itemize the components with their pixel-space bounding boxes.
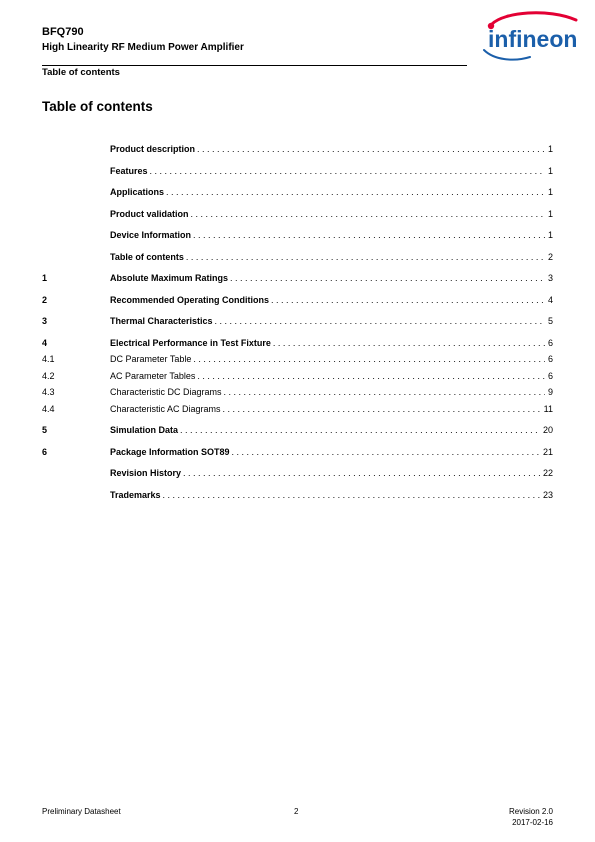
footer-doc-type: Preliminary Datasheet [42,807,121,816]
toc-entry-page[interactable]: 9 [547,387,553,397]
toc-entry-page[interactable]: 6 [547,371,553,381]
toc-entry[interactable] [42,184,553,198]
page-heading: Table of contents [42,99,153,114]
toc-entry[interactable] [42,270,553,284]
toc-entry-content [110,370,553,382]
toc-entry[interactable] [42,351,553,365]
toc-entry-content [110,337,553,349]
toc-dot-leader [215,315,545,327]
toc-entry-content [110,208,553,220]
footer-page-number: 2 [294,807,299,816]
toc-entry-content [110,143,553,155]
toc-entry[interactable] [42,368,553,382]
toc-entry-number: 4.2 [42,371,55,381]
toc-entry[interactable] [42,249,553,263]
toc-entry-content [110,272,553,284]
toc-entry-page[interactable]: 6 [547,354,553,364]
toc-entry-title[interactable]: Electrical Performance in Test Fixture [110,338,271,348]
toc-entry-content [110,424,553,436]
toc-entry-title[interactable]: Absolute Maximum Ratings [110,273,229,283]
footer-revision: Revision 2.0 [508,807,553,816]
toc-entry-content [110,489,553,501]
toc-entry-title[interactable]: Product validation [110,209,189,219]
toc-entry-content [110,294,553,306]
toc-entry-content [110,386,553,398]
toc-entry-number: 4 [42,338,48,348]
toc-dot-leader [186,251,545,263]
toc-entry-title[interactable]: Table of contents [110,252,184,262]
logo-wordmark: infineon [488,26,578,52]
toc-entry-title[interactable]: Simulation Data [110,425,179,435]
toc-entry-title[interactable]: Recommended Operating Conditions [110,295,270,305]
toc-entry-title[interactable]: Thermal Characteristics [110,316,213,326]
toc-entry-title[interactable]: Revision History [110,468,182,478]
toc-entry-content [110,353,553,365]
toc-dot-leader [193,229,545,241]
toc-entry-number: 4.4 [42,404,55,414]
toc-entry-page[interactable]: 2 [547,252,553,262]
toc-entry[interactable] [42,292,553,306]
toc-dot-leader [193,353,545,365]
toc-dot-leader [197,143,545,155]
toc-entry-page[interactable]: 1 [547,144,553,154]
toc-dot-leader [197,370,545,382]
toc-entry-title[interactable]: Product description [110,144,196,154]
toc-dot-leader [163,489,540,501]
toc-dot-leader [166,186,545,198]
toc-entry[interactable] [42,384,553,398]
toc-entry-page[interactable]: 1 [547,209,553,219]
toc-entry-content [110,165,553,177]
toc-entry-page[interactable]: 1 [547,230,553,240]
toc-entry[interactable] [42,465,553,479]
toc-entry[interactable] [42,141,553,155]
toc-entry-content [110,446,553,458]
toc-dot-leader [271,294,545,306]
toc-dot-leader [180,424,540,436]
toc-entry-page[interactable]: 22 [542,468,553,478]
toc-entry-number: 4.1 [42,354,55,364]
toc-entry-page[interactable]: 3 [547,273,553,283]
toc-entry-title[interactable]: Features [110,166,148,176]
toc-entry[interactable] [42,227,553,241]
toc-entry-content [110,251,553,263]
toc-dot-leader [150,165,545,177]
toc-dot-leader [224,386,545,398]
toc-entry[interactable] [42,401,553,415]
toc-entry-page[interactable]: 6 [547,338,553,348]
toc-entry-page[interactable]: 23 [542,490,553,500]
toc-entry-content [110,186,553,198]
toc-entry-number: 6 [42,447,48,457]
toc-dot-leader [223,403,541,415]
toc-entry-number: 1 [42,273,48,283]
toc-entry-page[interactable]: 11 [543,404,553,414]
toc-entry-title[interactable]: Applications [110,187,165,197]
toc-entry-content [110,229,553,241]
running-section-title: Table of contents [42,67,120,78]
toc-dot-leader [273,337,545,349]
toc-entry-content [110,403,553,415]
toc-entry-title[interactable]: AC Parameter Tables [110,371,196,381]
toc-entry-number: 3 [42,316,48,326]
toc-entry[interactable] [42,444,553,458]
toc-entry-page[interactable]: 20 [542,425,553,435]
toc-entry-title[interactable]: Trademarks [110,490,161,500]
toc-entry-number: 2 [42,295,48,305]
toc-entry[interactable] [42,206,553,220]
toc-entry-title[interactable]: Device Information [110,230,192,240]
toc-entry-title[interactable]: Characteristic AC Diagrams [110,404,221,414]
toc-entry-number: 5 [42,425,48,435]
toc-entry[interactable] [42,422,553,436]
toc-entry-title[interactable]: Characteristic DC Diagrams [110,387,222,397]
toc-entry[interactable] [42,163,553,177]
toc-entry-page[interactable]: 5 [547,316,553,326]
product-subtitle: High Linearity RF Medium Power Amplifier [42,42,244,53]
toc-dot-leader [232,446,540,458]
toc-entry-title[interactable]: DC Parameter Table [110,354,192,364]
toc-dot-leader [230,272,545,284]
toc-dot-leader [183,467,540,479]
toc-entry-page[interactable]: 4 [547,295,553,305]
toc-entry[interactable] [42,313,553,327]
toc-entry[interactable] [42,335,553,349]
footer-date: 2017-02-16 [512,818,553,827]
toc-entry-content [110,467,553,479]
toc-entry-page[interactable]: 1 [547,166,553,176]
toc-entry-title[interactable]: Package Information SOT89 [110,447,230,457]
toc-entry[interactable] [42,487,553,501]
toc-entry-number: 4.3 [42,387,55,397]
product-title: BFQ790 [42,26,84,38]
toc-entry-page[interactable]: 1 [547,187,553,197]
toc-dot-leader [191,208,545,220]
toc-entry-content [110,315,553,327]
toc-entry-page[interactable]: 21 [542,447,553,457]
